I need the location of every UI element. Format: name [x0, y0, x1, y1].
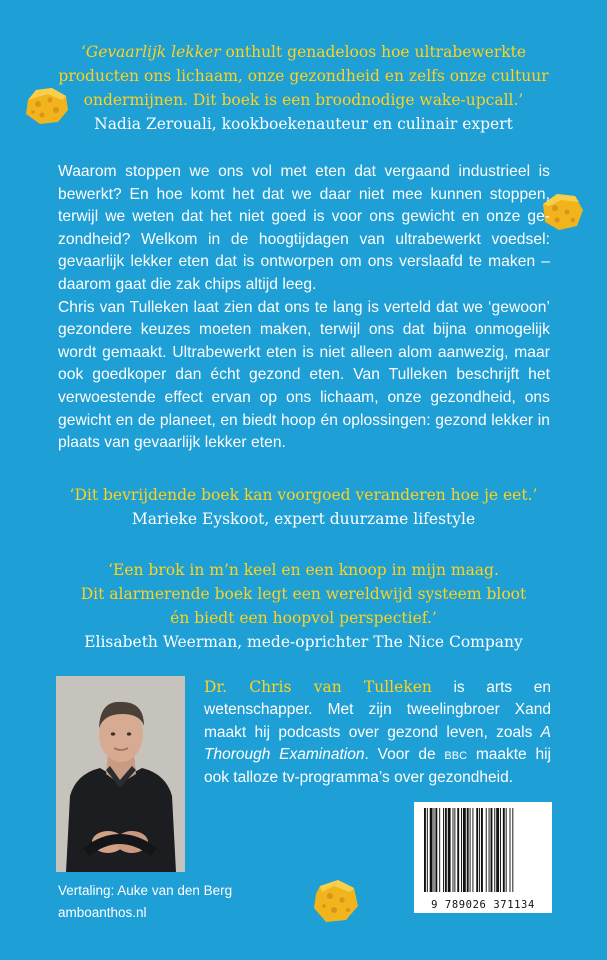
- barcode-bar: [489, 808, 490, 892]
- barcode-bar: [435, 808, 437, 892]
- quote-attribution: Nadia Zerouali, kookboekenauteur en culinair expert: [94, 115, 513, 133]
- quote-elisabeth-weerman: [0, 558, 607, 654]
- translator-credit: Vertaling: Auke van den Berg: [58, 883, 233, 898]
- quote-line: én biedt een hoopvol perspectief.’: [170, 609, 437, 627]
- barcode: [414, 802, 552, 913]
- author-bio: Dr. Chris van Tulleken is arts en wetenschapper. Met zijn tweelingbroer Xand maakt hij podcasts over gezond leven, zoals A Thorough Examination. Voor de bbc maakte hij ook talloze tv-programma’s over gezondheid.: [204, 678, 551, 786]
- barcode-bar: [481, 808, 483, 892]
- barcode-bar: [424, 808, 426, 892]
- credits: [58, 880, 232, 924]
- barcode-bar: [494, 808, 495, 892]
- barcode-bar: [453, 808, 454, 892]
- barcode-bar: [479, 808, 480, 892]
- barcode-bar: [470, 808, 471, 892]
- quote-marieke-eyskoot: [0, 483, 607, 531]
- barcode-bar: [500, 808, 501, 892]
- blurb-paragraph: Waarom stoppen we ons vol met eten dat vergaand industrieel is bewerkt? En hoe komt het dat we daar niet mee kunnen stoppen, terwijl we weten dat het niet goed is voor ons gewicht en onze gezondheid? Welkom in de hoogtijdagen van ultrabewerkt voedsel: gevaarlijk lekker eten dat is ontworpen om ons verslaafd te maken – daarom gaat die zak chips altijd leeg.: [58, 163, 550, 293]
- barcode-bar: [510, 808, 511, 892]
- podcast-title: A Thorough Examination: [204, 723, 551, 764]
- barcode-bar: [427, 808, 428, 892]
- quote-line: ‘Dit bevrijdende boek kan voorgoed veranderen hoe je eet.’: [69, 486, 538, 504]
- barcode-bar: [457, 808, 459, 892]
- quote-attribution: Elisabeth Weerman, mede-oprichter The Nice Company: [84, 633, 523, 651]
- blurb-paragraph: Chris van Tulleken laat zien dat ons te lang is verteld dat we ‘gewoon’ gezondere keuzes moeten maken, terwijl ons dat bijna onmogelijk wordt gemaakt. Ultrabewerkt eten is niet alleen alom aanwezig, maar ook goedkoper dan écht gezond eten. Van Tulleken beschrijft het verwoestende effect ervan op ons lichaam, onze gezondheid, ons gewicht en de planeet, en biedt hoop én oplossingen: gezond lekker in plaats van gevaarlijk lekker eten.: [58, 298, 550, 452]
- barcode-bar: [472, 808, 473, 892]
- quote-line: ‘Gevaarlijk lekker onthult genadeloos hoe ultrabewerkte: [80, 43, 527, 61]
- barcode-bar: [486, 808, 487, 892]
- quote-line: Dit alarmerende boek legt een wereldwijd systeem bloot: [80, 585, 527, 603]
- author-name: Dr. Chris van Tulleken: [204, 678, 432, 696]
- quote-line: ‘Een brok in m’n keel en een knoop in mijn maag.: [108, 561, 499, 579]
- blurb: [58, 161, 550, 455]
- bbc-smallcaps: bbc: [444, 746, 468, 764]
- barcode-bar: [491, 808, 493, 892]
- barcode-bar: [439, 808, 440, 892]
- barcode-bar: [430, 808, 433, 892]
- barcode-bar: [503, 808, 505, 892]
- quote-attribution: Marieke Eyskoot, expert duurzame lifestyle: [131, 510, 476, 528]
- barcode-bar: [463, 808, 466, 892]
- quote-line: ondermijnen. Dit boek is een broodnodige wake-upcall.’: [83, 91, 524, 109]
- quote-line: producten ons lichaam, onze gezondheid en zelfs onze cultuur: [58, 67, 549, 85]
- barcode-bar: [467, 808, 469, 892]
- barcode-bar: [506, 808, 507, 892]
- isbn-number: 9 789026 371134: [431, 899, 535, 911]
- quote-nadia-zerouali: [0, 40, 607, 136]
- barcode-bar: [461, 808, 462, 892]
- barcode-bar: [443, 808, 444, 892]
- barcode-bar: [512, 808, 513, 892]
- publisher-website[interactable]: amboanthos.nl: [58, 905, 147, 920]
- barcode-bar: [454, 808, 455, 892]
- barcode-bars: [422, 808, 544, 894]
- barcode-bar: [448, 808, 451, 892]
- barcode-bar: [445, 808, 447, 892]
- barcode-bar: [434, 808, 435, 892]
- book-title: Gevaarlijk lekker: [85, 43, 221, 61]
- barcode-bar: [496, 808, 499, 892]
- barcode-bar: [476, 808, 478, 892]
- cheese-snack-icon: [312, 878, 360, 924]
- author-photo: [56, 676, 185, 872]
